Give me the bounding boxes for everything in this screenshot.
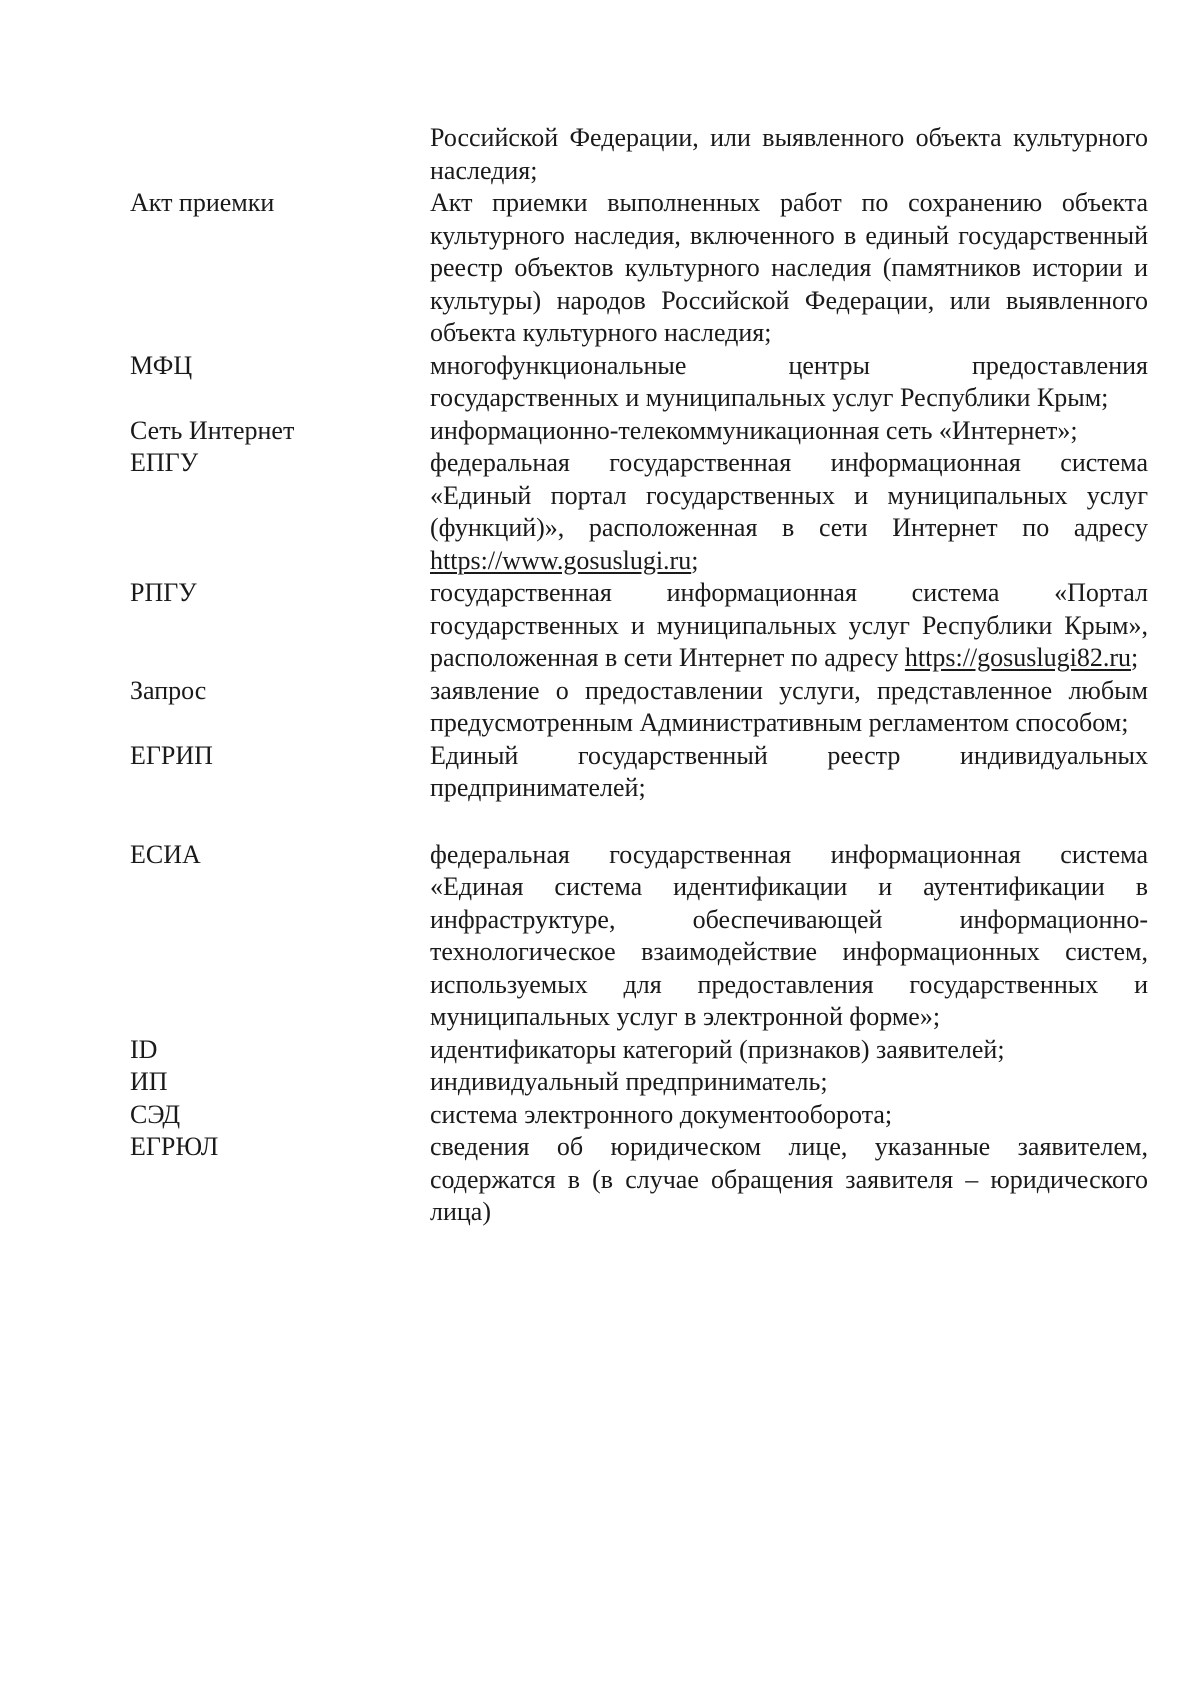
term-definition: индивидуальный предприниматель; bbox=[430, 1067, 828, 1096]
definition-entry-sed bbox=[130, 1099, 1148, 1132]
term-label: Сеть Интернет bbox=[130, 415, 295, 445]
term-label: Акт приемки bbox=[130, 188, 275, 217]
term-definition: Единый государственный реестр индивидуальных предпринимателей; bbox=[430, 740, 1148, 802]
term-definition: сведения об юридическом лице, указанные заявителем, содержатся в (в случае обращения заявителя – юридического лица) bbox=[430, 1132, 1148, 1226]
definition-suffix: ; bbox=[691, 545, 699, 575]
term-definition: федеральная государственная информационная система «Единая система идентификации и аутентификации в инфраструктуре, обеспечивающей информационно-технологическое взаимодействие информационных систем, используемых для предоставления государственных и муниципальных услуг в электронной форме»; bbox=[430, 839, 1148, 1031]
definition-entry-akt-priemki bbox=[130, 187, 1148, 350]
term-definition bbox=[430, 577, 1148, 675]
term-label: ЕГРЮЛ bbox=[130, 1132, 219, 1161]
definition-entry-internet bbox=[130, 415, 1148, 448]
spacer bbox=[130, 805, 1148, 839]
term-definition: многофункциональные центры предоставления государственных и муниципальных услуг Республики Крым; bbox=[430, 350, 1148, 412]
gosuslugi82-link[interactable]: https://gosuslugi82.ru bbox=[904, 643, 1131, 672]
definition-text: федеральная государственная информационная система «Единый портал государственных и муниципальных услуг (функций)», расположенная в сети Интернет по адресу bbox=[430, 448, 1148, 542]
definition-entry-epgu bbox=[130, 447, 1148, 577]
term-label: ЕПГУ bbox=[130, 448, 199, 477]
definition-entry-ip bbox=[130, 1066, 1148, 1099]
term-definition: Российской Федерации, или выявленного объекта культурного наследия; bbox=[430, 123, 1148, 185]
definition-entry-esia bbox=[130, 839, 1148, 1034]
term-definition bbox=[430, 447, 1148, 577]
definition-suffix: ; bbox=[1130, 643, 1139, 672]
term-definition: система электронного документооборота; bbox=[430, 1099, 893, 1129]
definition-entry-egrul bbox=[130, 1131, 1148, 1229]
definitions-list bbox=[130, 122, 1148, 1229]
definition-entry-egrip bbox=[130, 740, 1148, 805]
definition-entry-id bbox=[130, 1034, 1148, 1067]
definition-entry-rpgu bbox=[130, 577, 1148, 675]
definition-entry-mfc bbox=[130, 350, 1148, 415]
term-definition: Акт приемки выполненных работ по сохранению объекта культурного наследия, включенного в единый государственный реестр объектов культурного наследия (памятников истории и культуры) народов Российской Федерации, или выявленного объекта культурного наследия; bbox=[430, 188, 1148, 347]
term-definition: заявление о предоставлении услуги, представленное любым предусмотренным Административным регламентом способом; bbox=[430, 675, 1148, 737]
gosuslugi-link[interactable]: https://www.gosuslugi.ru bbox=[430, 545, 692, 575]
term-label: МФЦ bbox=[130, 350, 193, 380]
term-label: РПГУ bbox=[130, 578, 197, 607]
term-definition: идентификаторы категорий (признаков) заявителей; bbox=[430, 1034, 1005, 1064]
term-label: СЭД bbox=[130, 1099, 181, 1129]
term-label: ЕГРИП bbox=[130, 740, 213, 770]
term-label: Запрос bbox=[130, 675, 207, 705]
term-label: ЕСИА bbox=[130, 839, 201, 869]
term-definition: информационно-телекоммуникационная сеть «Интернет»; bbox=[430, 415, 1078, 445]
term-label: ИП bbox=[130, 1067, 168, 1096]
definition-entry bbox=[130, 122, 1148, 187]
term-label: ID bbox=[130, 1034, 158, 1064]
definition-entry-zapros bbox=[130, 675, 1148, 740]
definition-text: государственная информационная система «Портал государственных и муниципальных услуг Республики Крым», расположенная в сети Интернет по адресу bbox=[430, 578, 1148, 672]
